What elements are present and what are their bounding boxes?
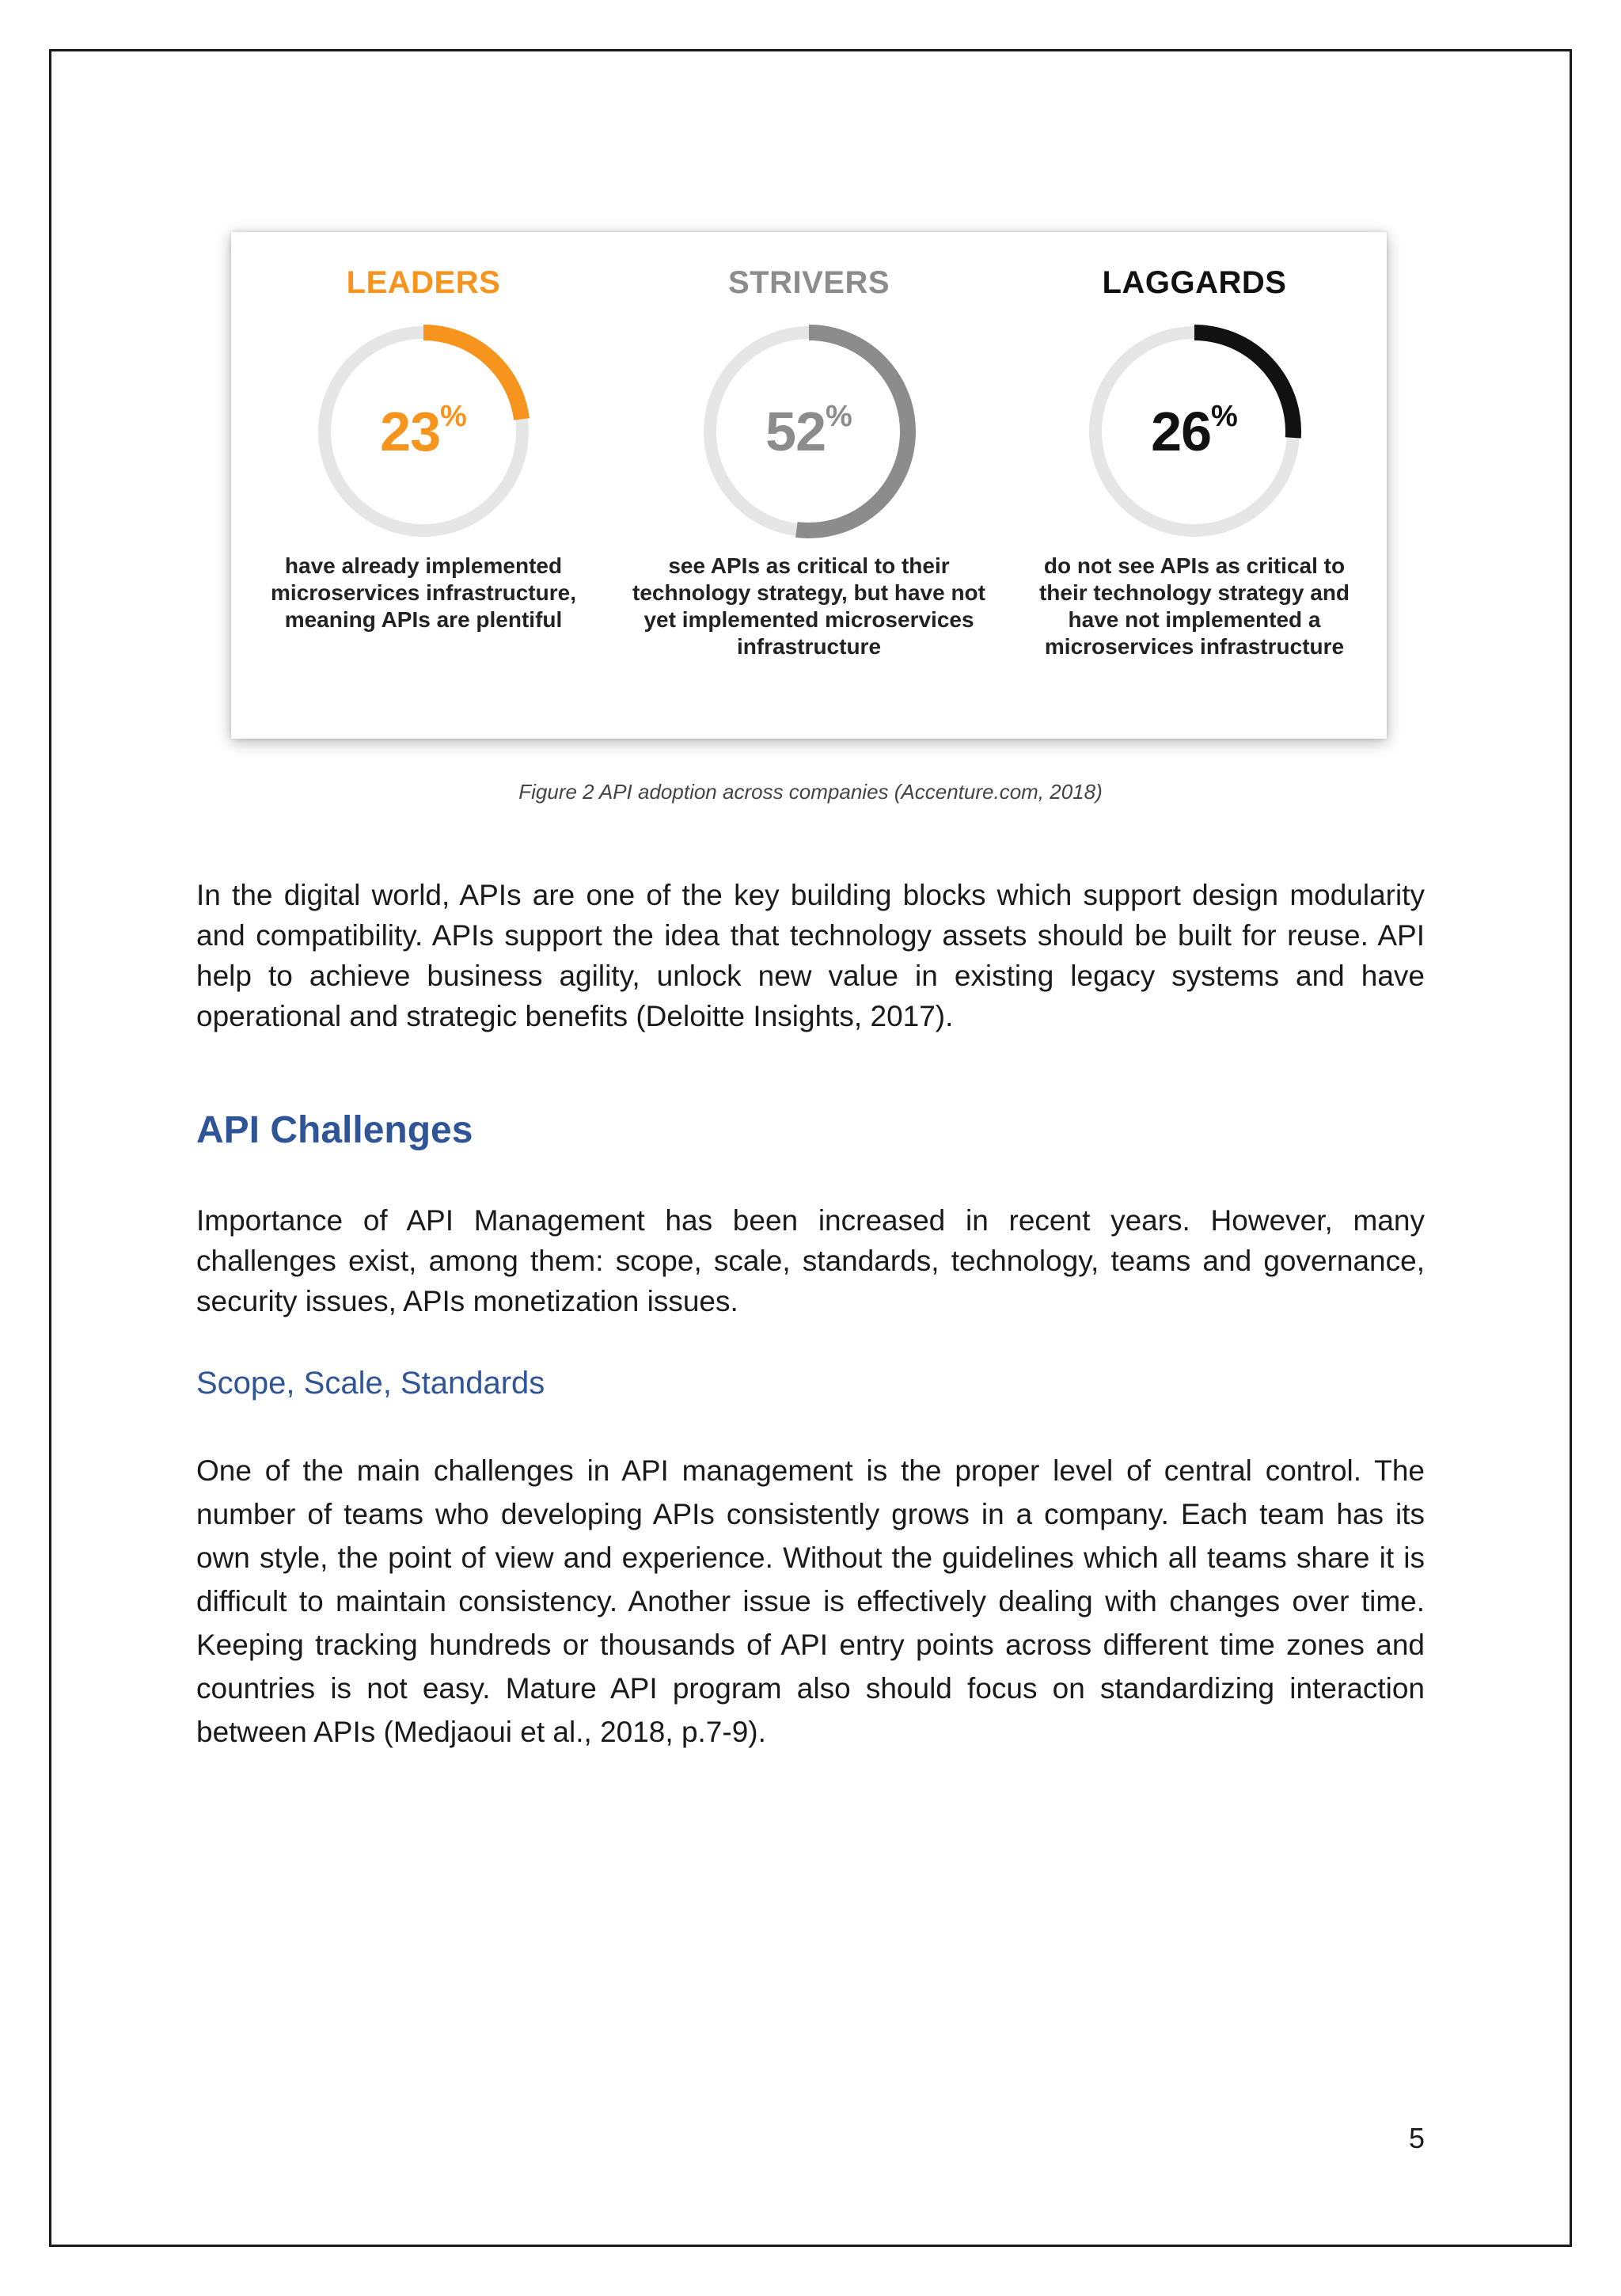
panel-title-leaders: LEADERS (346, 265, 501, 300)
subsection-heading: Scope, Scale, Standards (196, 1366, 545, 1401)
percent-leaders (313, 321, 534, 542)
percent-strivers (698, 321, 920, 542)
percent-sign-laggards: % (1211, 400, 1238, 433)
panel-leaders (231, 232, 616, 739)
percent-value-strivers: 52 (765, 401, 826, 462)
panel-title-strivers: STRIVERS (727, 265, 890, 300)
figure-caption: Figure 2 API adoption across companies (Accenture.com, 2018) (518, 780, 1103, 804)
section-heading: API Challenges (196, 1109, 473, 1151)
api-adoption-figure (231, 232, 1387, 739)
paragraph-scope: One of the main challenges in API management is the proper level of central control. The number of teams who developing APIs consistently grows in a company. Each team has its own style, the point of view and experience. Without the guidelines which all teams share it is difficult to maintain consistency. Another issue is effectively dealing with changes over time. Keeping tracking hundreds or thousands of API entry points across different time zones and countries is not easy. Mature API program also should focus on standardizing interaction between APIs (Medjaoui et al., 2018, p.7-9). (196, 1454, 1425, 1748)
percent-value-laggards: 26 (1151, 401, 1212, 462)
percent-sign-strivers: % (826, 400, 852, 433)
panel-laggards (1002, 232, 1387, 739)
panel-description-laggards: do not see APIs as critical to their technology strategy and have not implemented a microservices infrastructure (1038, 553, 1350, 659)
panel-description-leaders: have already implemented microservices infrastructure, meaning APIs are plentiful (271, 553, 576, 632)
percent-laggards (1084, 321, 1305, 542)
percent-sign-leaders: % (440, 400, 467, 433)
paragraph-intro: In the digital world, APIs are one of the key building blocks which support design modularity and compatibility. APIs support the idea that technology assets should be built for reuse. API help to achieve business agility, unlock new value in existing legacy systems and have operational and strategic benefits (Deloitte Insights, 2017). (196, 879, 1425, 1032)
paragraph-challenges: Importance of API Management has been increased in recent years. However, many challenges exist, among them: scope, scale, standards, technology, teams and governance, security issues, APIs monetization issues. (196, 1204, 1425, 1317)
panel-description-strivers: see APIs as critical to their technology strategy, but have not yet implemented microservices infrastructure (632, 553, 985, 659)
percent-value-leaders: 23 (380, 401, 441, 462)
page-number: 5 (1408, 2122, 1425, 2154)
panel-title-laggards: LAGGARDS (1102, 265, 1287, 300)
panel-strivers (617, 232, 1001, 739)
